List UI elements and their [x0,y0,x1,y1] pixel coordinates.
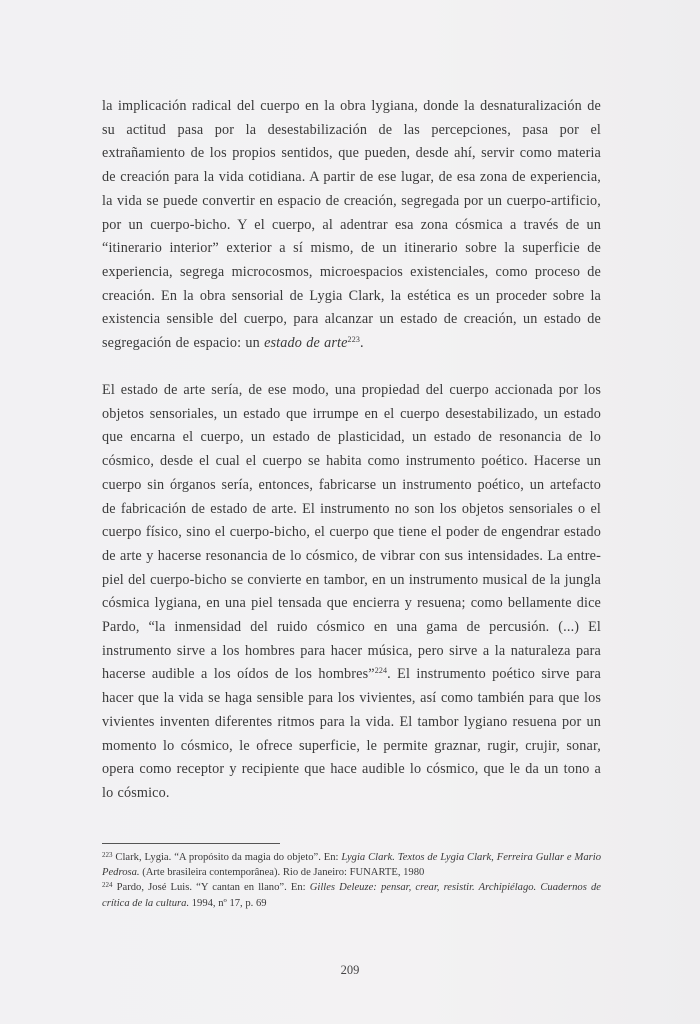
footnote-224 [102,880,601,910]
footnote-reference-224: 224 [374,666,388,676]
footnote-separator [102,843,280,844]
footnote-text: 1994, nº 17, p. 69 [189,897,267,909]
footnote-number: 223 [102,851,113,859]
paragraph-1-end: . [360,335,364,352]
paragraph-1-italic: estado de arte [264,335,348,352]
footnote-reference-223: 223 [347,335,360,345]
paragraph-2-text-part-1: El estado de arte sería, de ese modo, una propiedad del cuerpo accionada por los objetos sensoriales, un estado que irrumpe en el cuerpo desestabilizado, un estado que encarna el cuerpo, un estado de plasticidad, un estado de resonancia de lo cósmico, desde el cual el cuerpo se habita como instrumento poético. Hacerse un cuerpo sin órganos sería, entonces, fabricarse un instrumento poético, un artefacto de fabricación de estado de arte. El instrumento no son los objetos sensoriales o el cuerpo físico, sino el cuerpo-bicho, el cuerpo que tiene el poder de engendrar estado de arte y hacerse resonancia de lo cósmico, de vibrar con sus intensidades. La entre-piel del cuerpo-bicho se convierte en tambor, en un instrumento musical de la jungla cósmica lygiana, en una piel tensada que encierra y resuena; como bellamente dice Pardo, “la inmensidad del ruido cósmico en una gama de percusión. (...) El instrumento sirve a los hombres para hacer música, pero sirve a la naturaleza para hacerse audible a los oídos de los hombres” [102,382,601,683]
footnotes [102,850,601,911]
page-number: 209 [340,963,360,977]
footnote-italic-title: Gilles Deleuze: pensar, crear, resistir. Archipiélago. Cuadernos de crítica de la cultura. [102,882,601,909]
footnote-223 [102,850,601,880]
paragraph-2-text-part-2: . El instrumento poético sirve para hacer que la vida se haga sensible para los vivientes, así como también para que los vivientes inventen diferentes ritmos para la vida. El tambor lygiano resuena por un momento lo cósmico, le ofrece superficie, le permite graznar, rugir, crujir, sonar, opera como receptor y recipiente que hace audible lo cósmico, que le da un tono a lo cósmico. [102,666,601,801]
footnote-italic-title: Lygia Clark. Textos de Lygia Clark, Ferreira Gullar e Mario Pedrosa. [102,852,601,879]
footnote-text: (Arte brasileira contemporânea). Rio de Janeiro: FUNARTE, 1980 [139,867,425,879]
footnote-text: Clark, Lygia. “A propósito da magia do objeto”. En: [112,852,342,863]
body-paragraph-2 [102,379,601,806]
footnote-text: Pardo, José Luis. “Y cantan en llano”. En: [112,882,310,894]
paragraph-1-text: la implicación radical del cuerpo en la obra lygiana, donde la desnaturalización de su actitud pasa por la desestabilización de las percepciones, pasa por el extrañamiento de los propios sentidos, que pueden, desde ahí, servir como materia de creación para la vida cotidiana. A partir de ese lugar, de esa zona de experiencia, la vida se puede convertir en espacio de creación, segregada por un cuerpo-artificio, por un cuerpo-bicho. Y el cuerpo, al adentrar esa zona cósmica a través de un “itinerario interior” exterior a sí mismo, de un itinerario sobre la superficie de experiencia, segrega microcosmos, microespacios existenciales, como proceso de creación. En la obra sensorial de Lygia Clark, la estética es un proceder sobre la existencia sensible del cuerpo, para alcanzar un estado de creación, un estado de segregación de espacio: un [102,98,601,352]
body-paragraph-1 [102,95,601,356]
footnote-number: 224 [102,881,113,890]
